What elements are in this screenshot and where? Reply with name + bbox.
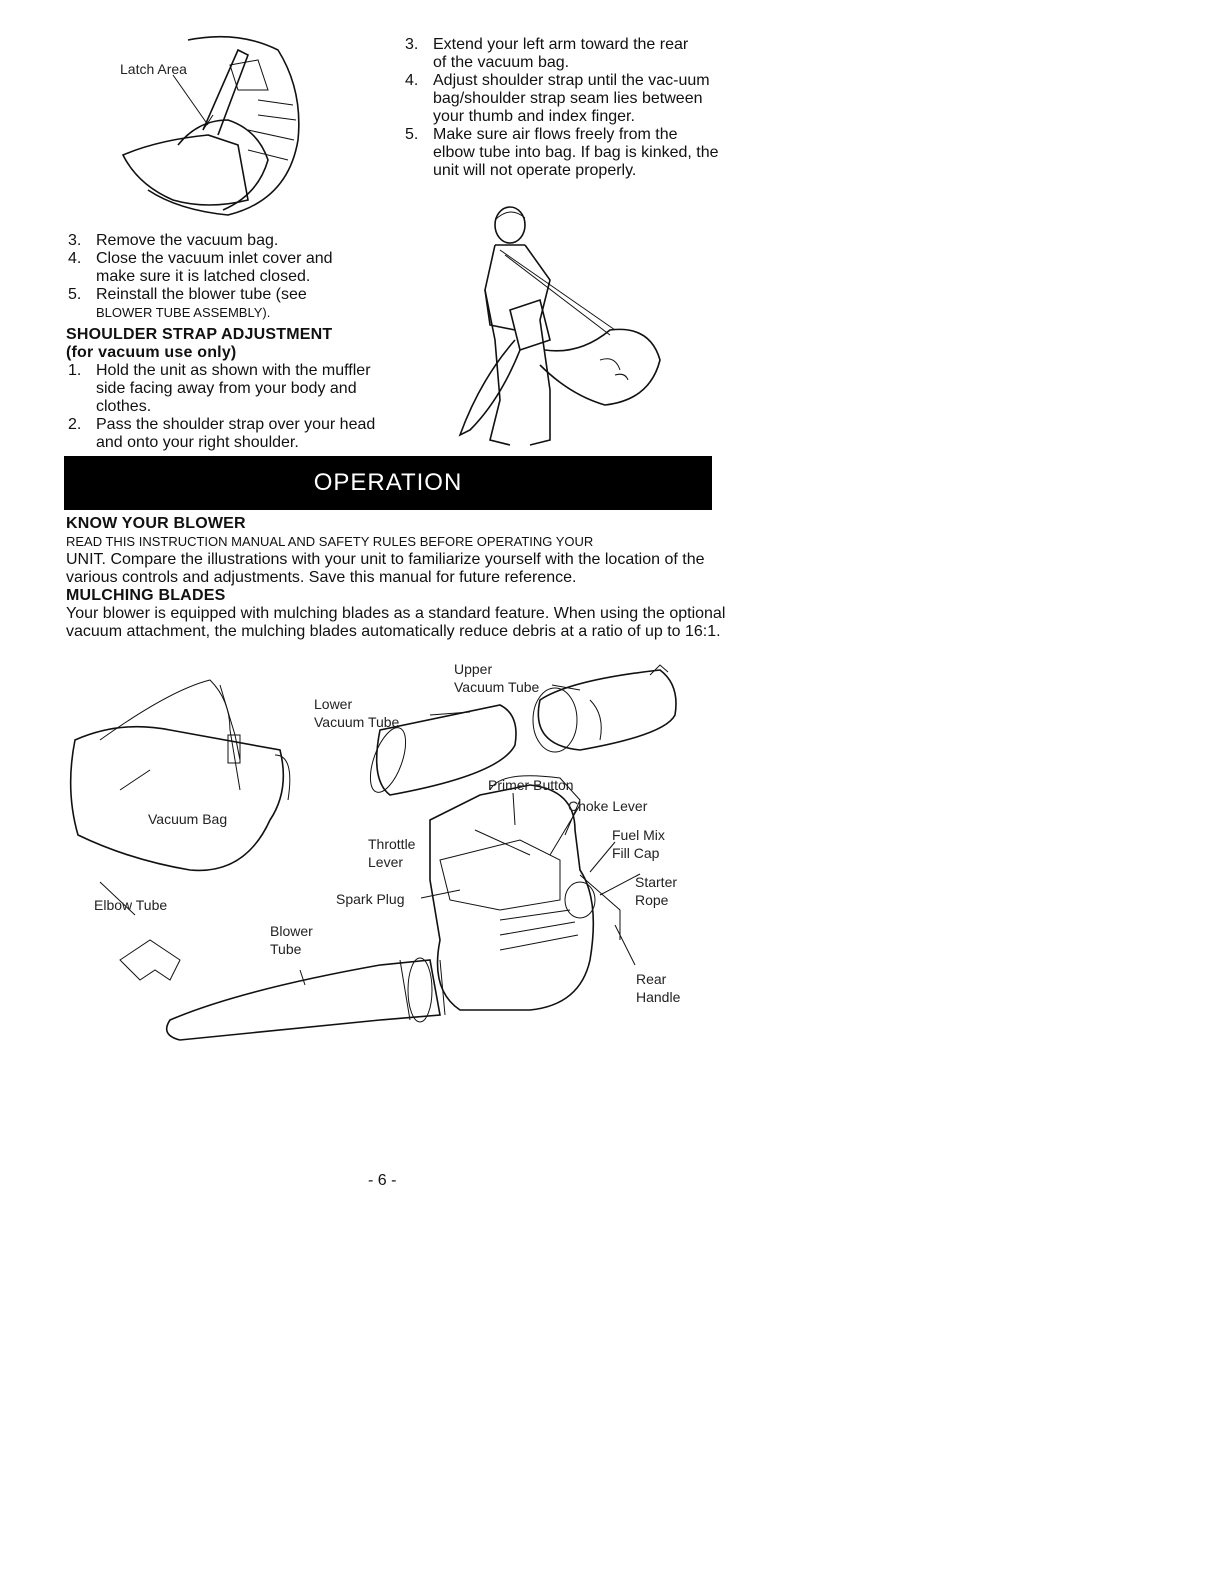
know-body-text: UNIT. Compare the illustrations with your unit to familiarize yourself with the location of the various controls and adjustments. Save this manual for future reference. — [66, 551, 705, 586]
person-vacuum-illustration — [440, 200, 680, 460]
page-number: - 6 - — [368, 1172, 397, 1189]
mulching-body-text: Your blower is equipped with mulching blades as a standard feature. When using the optional vacuum attachment, the mulching blades automatically reduce debris at a ratio of up to 16:1. — [66, 605, 726, 640]
vacuum-bag-label: Vacuum Bag — [148, 811, 228, 827]
vacuum-bag-shape — [71, 727, 284, 871]
throttle-lever-label: Throttle Lever — [368, 836, 416, 870]
blower-engine-shape — [430, 785, 593, 1010]
list-item: 2. Pass the shoulder strap over your head and onto your right shoulder. — [68, 416, 376, 451]
list-item: 3. Extend your left arm toward the rear of the vacuum bag. — [405, 36, 689, 71]
blower-tube-label: Blower Tube — [270, 923, 313, 957]
operation-banner — [64, 456, 712, 510]
latch-area-label: Latch Area — [120, 61, 187, 77]
elbow-tube-shape — [120, 940, 180, 980]
list-item: 3. Remove the vacuum bag. — [68, 232, 279, 249]
list-item: 1. Hold the unit as shown with the muffler side facing away from your body and clothes. — [68, 362, 371, 415]
elbow-tube-label: Elbow Tube — [94, 897, 168, 913]
list-item: 5. Reinstall the blower tube (see BLOWER TUBE ASSEMBLY). — [68, 286, 307, 320]
choke-lever-label: Choke Lever — [568, 798, 648, 814]
know-caps-text: READ THIS INSTRUCTION MANUAL AND SAFETY RULES BEFORE OPERATING YOUR — [66, 534, 594, 549]
upper-vacuum-tube-label: Upper Vacuum Tube — [454, 661, 540, 695]
primer-button-label: Primer Button — [488, 777, 574, 793]
rear-handle-label: Rear Handle — [636, 971, 681, 1005]
list-item: 5. Make sure air flows freely from the elbow tube into bag. If bag is kinked, the unit will not operate properly. — [405, 126, 719, 179]
starter-rope-label: Starter Rope — [635, 874, 678, 908]
spark-plug-label: Spark Plug — [336, 891, 405, 907]
list-item: 4. Adjust shoulder strap until the vac-uum bag/shoulder strap seam lies between your thumb and index finger. — [405, 72, 710, 125]
lower-vacuum-tube-label: Lower Vacuum Tube — [314, 696, 400, 730]
latch-area-illustration — [118, 30, 318, 220]
fuel-mix-fill-cap-label: Fuel Mix Fill Cap — [612, 827, 665, 861]
mulching-heading: MULCHING BLADES — [66, 587, 226, 604]
banner-title: OPERATION — [313, 469, 463, 496]
strap-subheading: (for vacuum use only) — [66, 344, 237, 361]
blower-tube-shape — [167, 960, 440, 1040]
know-your-blower-heading: KNOW YOUR BLOWER — [66, 515, 246, 532]
upper-vacuum-tube-shape — [538, 670, 676, 750]
list-item: 4. Close the vacuum inlet cover and make sure it is latched closed. — [68, 250, 333, 285]
strap-heading: SHOULDER STRAP ADJUSTMENT — [66, 326, 333, 343]
